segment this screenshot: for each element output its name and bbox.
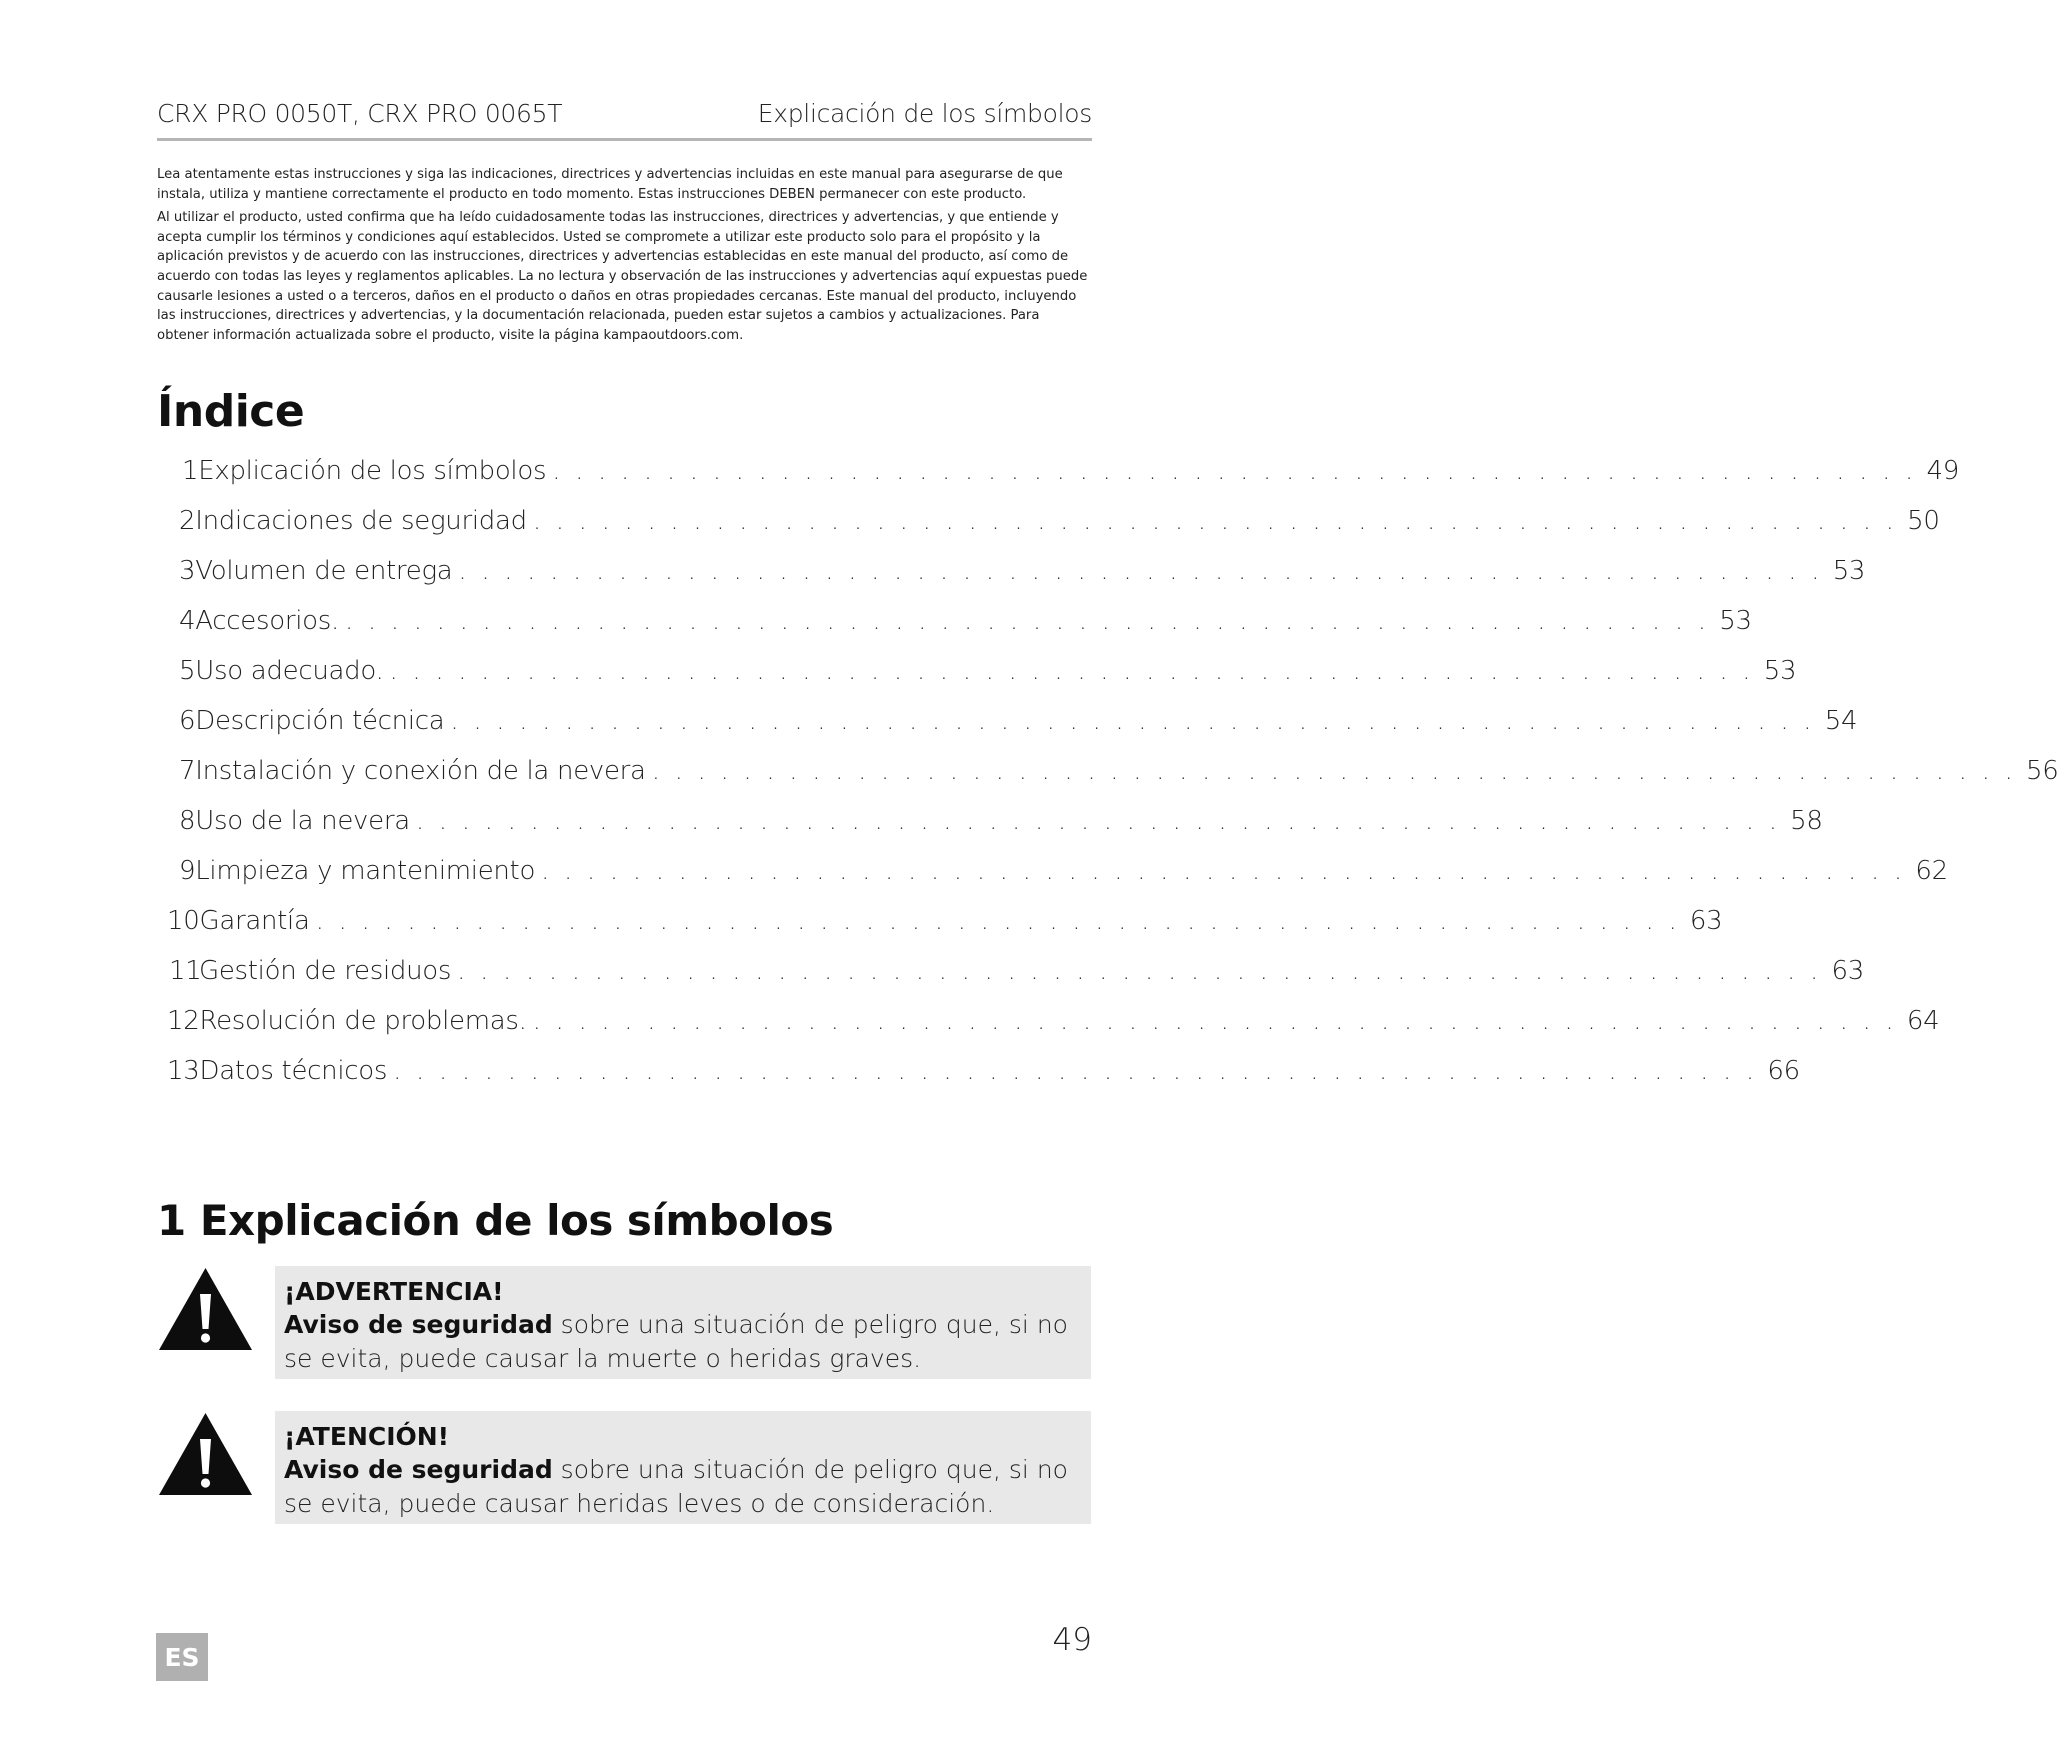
toc-entry-number: 6: [179, 706, 196, 736]
toc-leader-dots: . . . . . . . . . . . . . . . . . . . . . . . . . . . . . . . . . . . . . . . . . . . . . . . . . . . . . . . . . . . .: [457, 956, 1822, 986]
toc-entry[interactable]: [179, 706, 1858, 742]
toc-leader-dots: . . . . . . . . . . . . . . . . . . . . . . . . . . . . . . . . . . . . . . . . . . . . . . . . . . . . . . . . . . . .: [552, 456, 1917, 486]
toc-entry-number: 10: [167, 906, 200, 936]
toc-leader-dots: . . . . . . . . . . . . . . . . . . . . . . . . . . . . . . . . . . . . . . . . . . . . . . . . . . . . . . . . . . . .: [532, 1006, 1897, 1036]
warning-heading: ¡ADVERTENCIA!: [284, 1277, 504, 1306]
toc-entry-page: 56: [2026, 756, 2058, 786]
header-divider: [157, 138, 1092, 141]
toc-entry-label: Datos técnicos: [199, 1056, 388, 1086]
toc-entry-page: 66: [1767, 1056, 1800, 1086]
toc-entry-number: 13: [167, 1056, 200, 1086]
warning-triangle-icon: [157, 1411, 254, 1497]
toc-entry-label: Uso de la nevera: [195, 806, 410, 836]
toc-entry-page: 63: [1831, 956, 1864, 986]
intro-paragraph-1: Lea atentamente estas instrucciones y siga las indicaciones, directrices y advertencias incluidas en este manual para asegurarse de que instala, utiliza y mantiene correctamente el producto en todo momento. Estas instrucciones DEBEN permanecer con este producto.: [157, 167, 1063, 202]
toc-entry-label: Gestión de residuos: [199, 956, 452, 986]
toc-entry-page: 54: [1824, 706, 1858, 736]
toc-leader-dots: . . . . . . . . . . . . . . . . . . . . . . . . . . . . . . . . . . . . . . . . . . . . . . . . . . . . . . . . . . . .: [389, 656, 1754, 686]
warning-lead: Aviso de seguridad: [284, 1455, 553, 1484]
toc-entry-label: Uso adecuado.: [195, 656, 384, 686]
toc-entry-page: 53: [1719, 606, 1752, 636]
toc-entry[interactable]: [167, 1056, 1800, 1092]
toc-entry-label: Descripción técnica: [195, 706, 445, 736]
toc-entry-label: Garantía: [199, 906, 310, 936]
toc-entry[interactable]: [182, 456, 1959, 492]
toc-entry-label: Explicación de los símbolos: [198, 456, 547, 486]
toc-leader-dots: . . . . . . . . . . . . . . . . . . . . . . . . . . . . . . . . . . . . . . . . . . . . . . . . . . . . . . . . . . . .: [541, 856, 1906, 886]
toc-entry-label: Resolución de problemas.: [199, 1006, 527, 1036]
warning-body: sobre una situación de peligro que, si no se evita, puede causar heridas leves o de consideración.: [284, 1455, 1068, 1518]
header-section-title: Explicación de los símbolos: [757, 99, 1092, 128]
toc-leader-dots: . . . . . . . . . . . . . . . . . . . . . . . . . . . . . . . . . . . . . . . . . . . . . . . . . . . . . . . . . . . .: [532, 506, 1898, 536]
toc-entry-number: 2: [179, 506, 196, 536]
toc-entry[interactable]: [179, 806, 1823, 842]
toc-entry-number: 9: [179, 856, 196, 886]
toc-entry[interactable]: [167, 906, 1723, 942]
toc-leader-dots: . . . . . . . . . . . . . . . . . . . . . . . . . . . . . . . . . . . . . . . . . . . . . . . . . . . . . . . . . . . .: [415, 806, 1781, 836]
warning-description: [284, 1308, 1079, 1376]
toc-entry-number: 1: [182, 456, 199, 486]
intro-paragraph-2: Al utilizar el producto, usted confirma que ha leído cuidadosamente todas las instrucciones, directrices y advertencias, y que entiende y acepta cumplir los términos y condiciones aquí establecidos. Usted se compromete a utilizar este producto solo para el propósito y la aplicación previstos y de acuerdo con las instrucciones, directrices y advertencias establecidas en este manual del producto, así como de acuerdo con todas las leyes y reglamentos aplicables. La no lectura y observación de las instrucciones y advertencias aquí expuestas puede causarle lesiones a usted o a terceros, daños en el producto o daños en otras propiedades cercanas. Este manual del producto, incluyendo las instrucciones, directrices y advertencias, y la documentación relacionada, pueden estar sujetos a cambios y actualizaciones. Para obtener información actualizada sobre el producto, visite la página kampaoutdoors.com.: [157, 210, 1088, 343]
toc-leader-dots: . . . . . . . . . . . . . . . . . . . . . . . . . . . . . . . . . . . . . . . . . . . . . . . . . . . . . . . . . . . .: [344, 606, 1710, 636]
toc-entry-page: 53: [1763, 656, 1797, 686]
toc-entry-label: Instalación y conexión de la nevera: [195, 756, 646, 786]
toc-entry[interactable]: [179, 606, 1752, 642]
toc-leader-dots: . . . . . . . . . . . . . . . . . . . . . . . . . . . . . . . . . . . . . . . . . . . . . . . . . . . . . . . . . . . .: [315, 906, 1680, 936]
toc-leader-dots: . . . . . . . . . . . . . . . . . . . . . . . . . . . . . . . . . . . . . . . . . . . . . . . . . . . . . . . . . . . .: [450, 706, 1815, 736]
warning-body: sobre una situación de peligro que, si no se evita, puede causar la muerte o heridas graves.: [284, 1310, 1068, 1373]
toc-entry-number: 12: [167, 1006, 200, 1036]
toc-entry-page: 64: [1906, 1006, 1940, 1036]
toc-entry[interactable]: [167, 1006, 1940, 1042]
toc-entry-number: 7: [179, 756, 196, 786]
warning-triangle-icon: [157, 1266, 254, 1352]
toc-entry-number: 8: [179, 806, 196, 836]
warning-box-atencion: [275, 1411, 1091, 1524]
toc-entry-number: 3: [179, 556, 196, 586]
toc-entry-page: 62: [1915, 856, 1948, 886]
header-models: CRX PRO 0050T, CRX PRO 0065T: [157, 99, 563, 128]
toc-entry[interactable]: [179, 856, 1948, 892]
warning-lead: Aviso de seguridad: [284, 1310, 553, 1339]
warning-description: [284, 1453, 1079, 1521]
toc-entry-label: Indicaciones de seguridad: [195, 506, 527, 536]
toc-entry-number: 4: [179, 606, 196, 636]
toc-title: Índice: [157, 386, 305, 437]
section-title: 1 Explicación de los símbolos: [157, 1196, 834, 1245]
warning-box-advertencia: [275, 1266, 1091, 1379]
toc-leader-dots: . . . . . . . . . . . . . . . . . . . . . . . . . . . . . . . . . . . . . . . . . . . . . . . . . . . . . . . . . . . .: [458, 556, 1823, 586]
toc-entry-number: 5: [179, 656, 196, 686]
toc-entry-page: 53: [1832, 556, 1866, 586]
toc-entry[interactable]: [179, 556, 1866, 592]
toc-entry-page: 63: [1689, 906, 1723, 936]
toc-entry-page: 49: [1926, 456, 1959, 486]
toc-entry-label: Limpieza y mantenimiento: [195, 856, 536, 886]
page-number: 49: [1052, 1622, 1092, 1658]
intro-text: [157, 165, 1092, 349]
language-badge: ES: [156, 1633, 208, 1681]
warning-heading: ¡ATENCIÓN!: [284, 1422, 450, 1451]
toc-leader-dots: . . . . . . . . . . . . . . . . . . . . . . . . . . . . . . . . . . . . . . . . . . . . . . . . . . . . . . . . . . . .: [393, 1056, 1758, 1086]
toc-entry[interactable]: [179, 656, 1797, 692]
toc-entry-page: 50: [1907, 506, 1940, 536]
toc-entry-label: Volumen de entrega: [195, 556, 453, 586]
toc-entry-label: Accesorios.: [195, 606, 339, 636]
toc-leader-dots: . . . . . . . . . . . . . . . . . . . . . . . . . . . . . . . . . . . . . . . . . . . . . . . . . . . . . . . . . . . .: [651, 756, 2016, 786]
toc-entry-number: 11: [169, 956, 202, 986]
toc-entry-page: 58: [1790, 806, 1823, 836]
toc-entry[interactable]: [179, 756, 2058, 792]
toc-entry[interactable]: [169, 956, 1864, 992]
toc-entry[interactable]: [179, 506, 1940, 542]
